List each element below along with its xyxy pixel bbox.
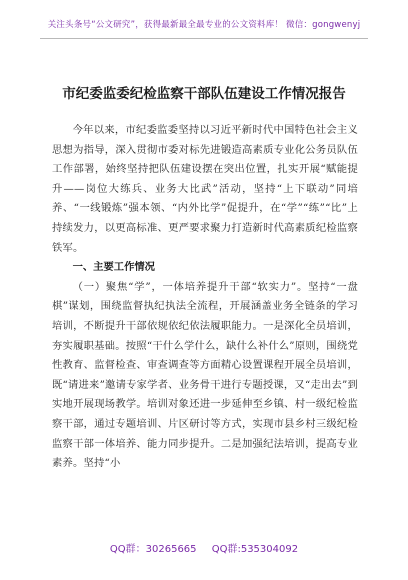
footer-qq-group-2: QQ群:535304092 xyxy=(211,544,299,555)
intro-paragraph: 今年以来，市纪委监委坚持以习近平新时代中国特色社会主义思想为指导，深入贯彻市委对标先进锻造高素质专业化公务员队伍工作部署，始终坚持把队伍建设摆在突出位置，扎实开展“赋能提升——岗位大练兵、业务大比武”活动，坚持“上下联动”同培养、“一线锻炼”强本领、“内外比学”促提升，在“学”“练”“比”上持续发力，以更高标准、更严要求聚力打造新时代高素质纪检监察铁军。 xyxy=(52,124,358,254)
document-body xyxy=(52,121,358,474)
header-promo-note: 关注头条号“公文研究”，获得最新最全最专业的公文资料库！ 微信：gongwenyj xyxy=(47,20,361,30)
section-heading: 一、主要工作情况 xyxy=(72,261,155,274)
header-divider xyxy=(40,38,368,39)
body-paragraph: （一）聚焦“学”，一体培养提升干部“软实力”。坚持“一盘棋”谋划，围绕监督执纪执法全流程，开展涵盖业务全链条的学习培训，不断提升干部依规依纪依法履职能力。一是深化全员培训，夯实履职基础。按照“干什么学什么，缺什么补什么”原则，围绕党性教育、监督检查、审查调查等方面精心设置课程开展全员培训，既“请进来”邀请专家学者、业务骨干进行专题授课，又“走出去”到实地开展现场教学。培训对象还进一步延伸至乡镇、村一级纪检监察干部，通过专题培训、片区研讨等方式，实现市县乡村三级纪检监察干部一体培养、能力同步提升。二是加强纪法培训，提高专业素养。坚持“小 xyxy=(52,280,358,470)
document-title: 市纪委监委纪检监察干部队伍建设工作情况报告 xyxy=(62,86,346,102)
footer-qq-group-1: QQ群：30265665 xyxy=(109,544,197,555)
footer-contacts xyxy=(0,540,408,555)
